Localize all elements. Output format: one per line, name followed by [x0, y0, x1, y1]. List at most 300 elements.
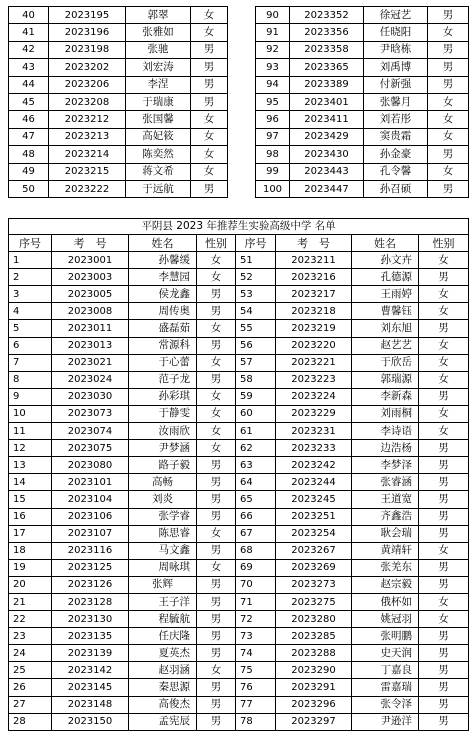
- gender-cell: 男: [197, 628, 236, 645]
- seq-cell: 55: [236, 320, 276, 337]
- name-cell: 孙文卉: [352, 252, 419, 269]
- table-row: [9, 303, 469, 320]
- table-row: [9, 76, 228, 93]
- name-cell: 高俊杰: [129, 696, 197, 713]
- name-cell: 丁嘉良: [352, 662, 419, 679]
- gender-cell: 女: [197, 269, 236, 286]
- table-row: [9, 128, 228, 145]
- gender-cell: 女: [419, 423, 469, 440]
- exam-no-cell: 2023008: [52, 303, 129, 320]
- name-cell: 赵宗毅: [352, 576, 419, 593]
- table-row: [9, 713, 469, 730]
- recommendation-list-table: [8, 218, 469, 731]
- gender-cell: 女: [428, 93, 469, 110]
- gender-cell: 男: [419, 491, 469, 508]
- seq-cell: 59: [236, 388, 276, 405]
- exam-no-cell: 2023443: [290, 163, 364, 180]
- exam-no-cell: 2023013: [52, 337, 129, 354]
- exam-no-cell: 2023291: [276, 679, 352, 696]
- exam-no-cell: 2023389: [290, 76, 364, 93]
- table-row: [9, 559, 469, 576]
- name-cell: 付新强: [364, 76, 428, 93]
- gender-cell: 男: [197, 474, 236, 491]
- name-cell: 刘宏涛: [126, 59, 191, 76]
- exam-no-cell: 2023003: [52, 269, 129, 286]
- gender-cell: 男: [419, 713, 469, 730]
- name-cell: 窦贵霜: [364, 128, 428, 145]
- seq-cell: 62: [236, 440, 276, 457]
- exam-no-cell: 2023356: [290, 24, 364, 41]
- name-cell: 徐冠艺: [364, 7, 428, 24]
- table-row: [9, 508, 469, 525]
- gender-cell: 男: [419, 576, 469, 593]
- gender-cell: 女: [191, 128, 228, 145]
- table-title: 平阴县 2023 年推荐生实验高级中学 名单: [9, 219, 469, 235]
- seq-cell: 96: [256, 111, 290, 128]
- seq-cell: 60: [236, 405, 276, 422]
- table-row: [9, 423, 469, 440]
- gender-cell: 男: [419, 662, 469, 679]
- exam-no-cell: 2023128: [52, 593, 129, 610]
- name-cell: 陈奕然: [126, 146, 191, 163]
- exam-no-cell: 2023001: [52, 252, 129, 269]
- seq-cell: 97: [256, 128, 290, 145]
- seq-cell: 26: [9, 679, 52, 696]
- exam-no-cell: 2023411: [290, 111, 364, 128]
- seq-cell: 15: [9, 491, 52, 508]
- table-row: [256, 7, 469, 24]
- name-cell: 王道宽: [352, 491, 419, 508]
- gender-cell: 男: [197, 576, 236, 593]
- gender-cell: 男: [419, 457, 469, 474]
- column-header: 考 号: [276, 235, 352, 252]
- seq-cell: 53: [236, 286, 276, 303]
- table-row: [256, 59, 469, 76]
- name-cell: 李慧园: [129, 269, 197, 286]
- table-row: [9, 611, 469, 628]
- name-cell: 刘禹博: [364, 59, 428, 76]
- name-cell: 秦思源: [129, 679, 197, 696]
- gender-cell: 女: [197, 440, 236, 457]
- seq-cell: 68: [236, 542, 276, 559]
- name-cell: 赵艺艺: [352, 337, 419, 354]
- exam-no-cell: 2023288: [276, 645, 352, 662]
- name-cell: 郭翠: [126, 7, 191, 24]
- name-cell: 张国馨: [126, 111, 191, 128]
- gender-cell: 男: [197, 491, 236, 508]
- name-cell: 孔德源: [352, 269, 419, 286]
- exam-no-cell: 2023218: [276, 303, 352, 320]
- seq-cell: 74: [236, 645, 276, 662]
- name-cell: 刘炎: [129, 491, 197, 508]
- gender-cell: 女: [419, 593, 469, 610]
- name-cell: 于心蕾: [129, 354, 197, 371]
- name-cell: 王雨婷: [352, 286, 419, 303]
- seq-cell: 93: [256, 59, 290, 76]
- name-cell: 姚冠羽: [352, 611, 419, 628]
- exam-no-cell: 2023021: [52, 354, 129, 371]
- seq-cell: 49: [9, 163, 49, 180]
- name-cell: 程毓航: [129, 611, 197, 628]
- seq-cell: 66: [236, 508, 276, 525]
- table-row: [9, 252, 469, 269]
- name-cell: 李梦泽: [352, 457, 419, 474]
- table-row: [9, 542, 469, 559]
- seq-cell: 8: [9, 371, 52, 388]
- seq-cell: 57: [236, 354, 276, 371]
- exam-no-cell: 2023244: [276, 474, 352, 491]
- gender-cell: 女: [197, 354, 236, 371]
- name-cell: 张羌东: [352, 559, 419, 576]
- name-cell: 刘若彤: [364, 111, 428, 128]
- gender-cell: 女: [419, 611, 469, 628]
- seq-cell: 91: [256, 24, 290, 41]
- exam-no-cell: 2023447: [290, 180, 364, 197]
- seq-cell: 92: [256, 41, 290, 58]
- name-cell: 尹梦涵: [129, 440, 197, 457]
- gender-cell: 男: [197, 645, 236, 662]
- exam-no-cell: 2023206: [49, 76, 126, 93]
- table-row: [9, 111, 228, 128]
- seq-cell: 95: [256, 93, 290, 110]
- seq-cell: 40: [9, 7, 49, 24]
- exam-no-cell: 2023275: [276, 593, 352, 610]
- gender-cell: 男: [428, 41, 469, 58]
- gender-cell: 男: [428, 180, 469, 197]
- gender-cell: 女: [191, 163, 228, 180]
- name-cell: 任晓阳: [364, 24, 428, 41]
- gender-cell: 男: [419, 388, 469, 405]
- seq-cell: 23: [9, 628, 52, 645]
- gender-cell: 男: [419, 508, 469, 525]
- table-row: [256, 93, 469, 110]
- gender-cell: 男: [419, 525, 469, 542]
- header-row: [9, 235, 469, 252]
- exam-no-cell: 2023280: [276, 611, 352, 628]
- gender-cell: 女: [428, 128, 469, 145]
- table-row: [9, 320, 469, 337]
- gender-cell: 女: [191, 111, 228, 128]
- table-row: [9, 576, 469, 593]
- column-header: 姓名: [352, 235, 419, 252]
- table-row: [9, 645, 469, 662]
- gender-cell: 男: [428, 7, 469, 24]
- seq-cell: 6: [9, 337, 52, 354]
- exam-no-cell: 2023135: [52, 628, 129, 645]
- gender-cell: 男: [191, 180, 228, 197]
- name-cell: 尹逊洋: [352, 713, 419, 730]
- exam-no-cell: 2023296: [276, 696, 352, 713]
- gender-cell: 男: [197, 371, 236, 388]
- name-cell: 张明鹏: [352, 628, 419, 645]
- column-header: 考 号: [52, 235, 129, 252]
- seq-cell: 90: [256, 7, 290, 24]
- seq-cell: 100: [256, 180, 290, 197]
- top-left-table: [8, 6, 228, 198]
- name-cell: 夏英杰: [129, 645, 197, 662]
- gender-cell: 男: [419, 559, 469, 576]
- gender-cell: 男: [419, 679, 469, 696]
- seq-cell: 77: [236, 696, 276, 713]
- exam-no-cell: 2023273: [276, 576, 352, 593]
- exam-no-cell: 2023208: [49, 93, 126, 110]
- name-cell: 高妃筱: [126, 128, 191, 145]
- seq-cell: 99: [256, 163, 290, 180]
- seq-cell: 52: [236, 269, 276, 286]
- seq-cell: 7: [9, 354, 52, 371]
- name-cell: 常源科: [129, 337, 197, 354]
- table-row: [9, 525, 469, 542]
- gender-cell: 男: [191, 76, 228, 93]
- seq-cell: 65: [236, 491, 276, 508]
- exam-no-cell: 2023219: [276, 320, 352, 337]
- table-row: [9, 388, 469, 405]
- seq-cell: 24: [9, 645, 52, 662]
- seq-cell: 50: [9, 180, 49, 197]
- seq-cell: 47: [9, 128, 49, 145]
- name-cell: 高畅: [129, 474, 197, 491]
- section-gap: [8, 190, 468, 212]
- seq-cell: 45: [9, 93, 49, 110]
- gender-cell: 男: [419, 474, 469, 491]
- exam-no-cell: 2023222: [49, 180, 126, 197]
- exam-no-cell: 2023195: [49, 7, 126, 24]
- exam-no-cell: 2023231: [276, 423, 352, 440]
- gender-cell: 女: [191, 146, 228, 163]
- gender-cell: 女: [197, 252, 236, 269]
- name-cell: 蒋文希: [126, 163, 191, 180]
- name-cell: 马文鑫: [129, 542, 197, 559]
- seq-cell: 22: [9, 611, 52, 628]
- gender-cell: 男: [197, 542, 236, 559]
- seq-cell: 4: [9, 303, 52, 320]
- seq-cell: 27: [9, 696, 52, 713]
- name-cell: 于欣岳: [352, 354, 419, 371]
- name-cell: 于瑞康: [126, 93, 191, 110]
- gender-cell: 女: [428, 24, 469, 41]
- gender-cell: 女: [419, 542, 469, 559]
- table-row: [9, 41, 228, 58]
- exam-no-cell: 2023030: [52, 388, 129, 405]
- gender-cell: 女: [419, 405, 469, 422]
- gender-cell: 女: [419, 337, 469, 354]
- exam-no-cell: 2023216: [276, 269, 352, 286]
- gender-cell: 男: [191, 41, 228, 58]
- name-cell: 张雅如: [126, 24, 191, 41]
- name-cell: 孙彩琪: [129, 388, 197, 405]
- exam-no-cell: 2023142: [52, 662, 129, 679]
- gender-cell: 女: [428, 163, 469, 180]
- exam-no-cell: 2023125: [52, 559, 129, 576]
- seq-cell: 16: [9, 508, 52, 525]
- exam-no-cell: 2023202: [49, 59, 126, 76]
- name-cell: 于静雯: [129, 405, 197, 422]
- gender-cell: 男: [191, 59, 228, 76]
- seq-cell: 21: [9, 593, 52, 610]
- exam-no-cell: 2023211: [276, 252, 352, 269]
- name-cell: 郭瑞源: [352, 371, 419, 388]
- column-header: 序号: [236, 235, 276, 252]
- name-cell: 张令泽: [352, 696, 419, 713]
- exam-no-cell: 2023223: [276, 371, 352, 388]
- name-cell: 孙召硕: [364, 180, 428, 197]
- seq-cell: 98: [256, 146, 290, 163]
- seq-cell: 63: [236, 457, 276, 474]
- gender-cell: 男: [197, 713, 236, 730]
- gender-cell: 女: [197, 559, 236, 576]
- gender-cell: 男: [197, 508, 236, 525]
- exam-no-cell: 2023024: [52, 371, 129, 388]
- gender-cell: 男: [428, 76, 469, 93]
- table-row: [9, 269, 469, 286]
- seq-cell: 18: [9, 542, 52, 559]
- name-cell: 孟宪辰: [129, 713, 197, 730]
- exam-no-cell: 2023401: [290, 93, 364, 110]
- name-cell: 刘东旭: [352, 320, 419, 337]
- name-cell: 曹馨钰: [352, 303, 419, 320]
- table-row: [9, 354, 469, 371]
- exam-no-cell: 2023290: [276, 662, 352, 679]
- gender-cell: 女: [191, 7, 228, 24]
- exam-no-cell: 2023233: [276, 440, 352, 457]
- column-header: 性别: [197, 235, 236, 252]
- seq-cell: 75: [236, 662, 276, 679]
- column-header: 姓名: [129, 235, 197, 252]
- gender-cell: 女: [428, 111, 469, 128]
- gender-cell: 男: [419, 628, 469, 645]
- seq-cell: 25: [9, 662, 52, 679]
- seq-cell: 12: [9, 440, 52, 457]
- gender-cell: 男: [419, 269, 469, 286]
- seq-cell: 67: [236, 525, 276, 542]
- table-row: [9, 337, 469, 354]
- name-cell: 边浩杨: [352, 440, 419, 457]
- seq-cell: 76: [236, 679, 276, 696]
- name-cell: 侯龙鑫: [129, 286, 197, 303]
- name-cell: 范子龙: [129, 371, 197, 388]
- seq-cell: 71: [236, 593, 276, 610]
- name-cell: 张学睿: [129, 508, 197, 525]
- table-row: [9, 457, 469, 474]
- exam-no-cell: 2023229: [276, 405, 352, 422]
- gender-cell: 女: [197, 320, 236, 337]
- gender-cell: 男: [197, 303, 236, 320]
- exam-no-cell: 2023352: [290, 7, 364, 24]
- seq-cell: 9: [9, 388, 52, 405]
- gender-cell: 男: [197, 611, 236, 628]
- name-cell: 齐鑫浩: [352, 508, 419, 525]
- name-cell: 孙金豪: [364, 146, 428, 163]
- exam-no-cell: 2023365: [290, 59, 364, 76]
- exam-no-cell: 2023198: [49, 41, 126, 58]
- name-cell: 张馨月: [364, 93, 428, 110]
- exam-no-cell: 2023130: [52, 611, 129, 628]
- gender-cell: 男: [428, 59, 469, 76]
- exam-no-cell: 2023254: [276, 525, 352, 542]
- name-cell: 雷嘉瑞: [352, 679, 419, 696]
- exam-no-cell: 2023116: [52, 542, 129, 559]
- exam-no-cell: 2023285: [276, 628, 352, 645]
- seq-cell: 51: [236, 252, 276, 269]
- exam-no-cell: 2023430: [290, 146, 364, 163]
- seq-cell: 3: [9, 286, 52, 303]
- table-row: [9, 371, 469, 388]
- gender-cell: 男: [419, 645, 469, 662]
- name-cell: 李诗语: [352, 423, 419, 440]
- exam-no-cell: 2023429: [290, 128, 364, 145]
- exam-no-cell: 2023005: [52, 286, 129, 303]
- table-row: [256, 76, 469, 93]
- exam-no-cell: 2023104: [52, 491, 129, 508]
- name-cell: 陈思睿: [129, 525, 197, 542]
- exam-no-cell: 2023358: [290, 41, 364, 58]
- seq-cell: 54: [236, 303, 276, 320]
- name-cell: 耿会瑞: [352, 525, 419, 542]
- table-row: [9, 286, 469, 303]
- exam-no-cell: 2023101: [52, 474, 129, 491]
- name-cell: 李新森: [352, 388, 419, 405]
- exam-no-cell: 2023073: [52, 405, 129, 422]
- table-row: [256, 41, 469, 58]
- name-cell: 孙馨缓: [129, 252, 197, 269]
- name-cell: 黄靖轩: [352, 542, 419, 559]
- exam-no-cell: 2023214: [49, 146, 126, 163]
- gender-cell: 女: [419, 286, 469, 303]
- seq-cell: 5: [9, 320, 52, 337]
- seq-cell: 11: [9, 423, 52, 440]
- table-row: [256, 163, 469, 180]
- name-cell: 张睿涵: [352, 474, 419, 491]
- seq-cell: 58: [236, 371, 276, 388]
- seq-cell: 94: [256, 76, 290, 93]
- exam-no-cell: 2023074: [52, 423, 129, 440]
- gender-cell: 女: [419, 252, 469, 269]
- exam-no-cell: 2023145: [52, 679, 129, 696]
- seq-cell: 42: [9, 41, 49, 58]
- name-cell: 于远航: [126, 180, 191, 197]
- gender-cell: 男: [197, 593, 236, 610]
- table-row: [9, 405, 469, 422]
- name-cell: 盛磊茹: [129, 320, 197, 337]
- seq-cell: 73: [236, 628, 276, 645]
- seq-cell: 20: [9, 576, 52, 593]
- seq-cell: 64: [236, 474, 276, 491]
- seq-cell: 19: [9, 559, 52, 576]
- exam-no-cell: 2023011: [52, 320, 129, 337]
- exam-no-cell: 2023212: [49, 111, 126, 128]
- name-cell: 周传奥: [129, 303, 197, 320]
- seq-cell: 17: [9, 525, 52, 542]
- name-cell: 王子洋: [129, 593, 197, 610]
- gender-cell: 女: [197, 662, 236, 679]
- gender-cell: 男: [197, 696, 236, 713]
- name-cell: 汝雨欣: [129, 423, 197, 440]
- seq-cell: 48: [9, 146, 49, 163]
- seq-cell: 13: [9, 457, 52, 474]
- gender-cell: 女: [419, 354, 469, 371]
- seq-cell: 46: [9, 111, 49, 128]
- exam-no-cell: 2023075: [52, 440, 129, 457]
- gender-cell: 男: [197, 286, 236, 303]
- exam-no-cell: 2023267: [276, 542, 352, 559]
- seq-cell: 2: [9, 269, 52, 286]
- exam-no-cell: 2023224: [276, 388, 352, 405]
- exam-no-cell: 2023220: [276, 337, 352, 354]
- exam-no-cell: 2023080: [52, 457, 129, 474]
- gender-cell: 女: [419, 371, 469, 388]
- name-cell: 李涅: [126, 76, 191, 93]
- name-cell: 张辉: [129, 576, 197, 593]
